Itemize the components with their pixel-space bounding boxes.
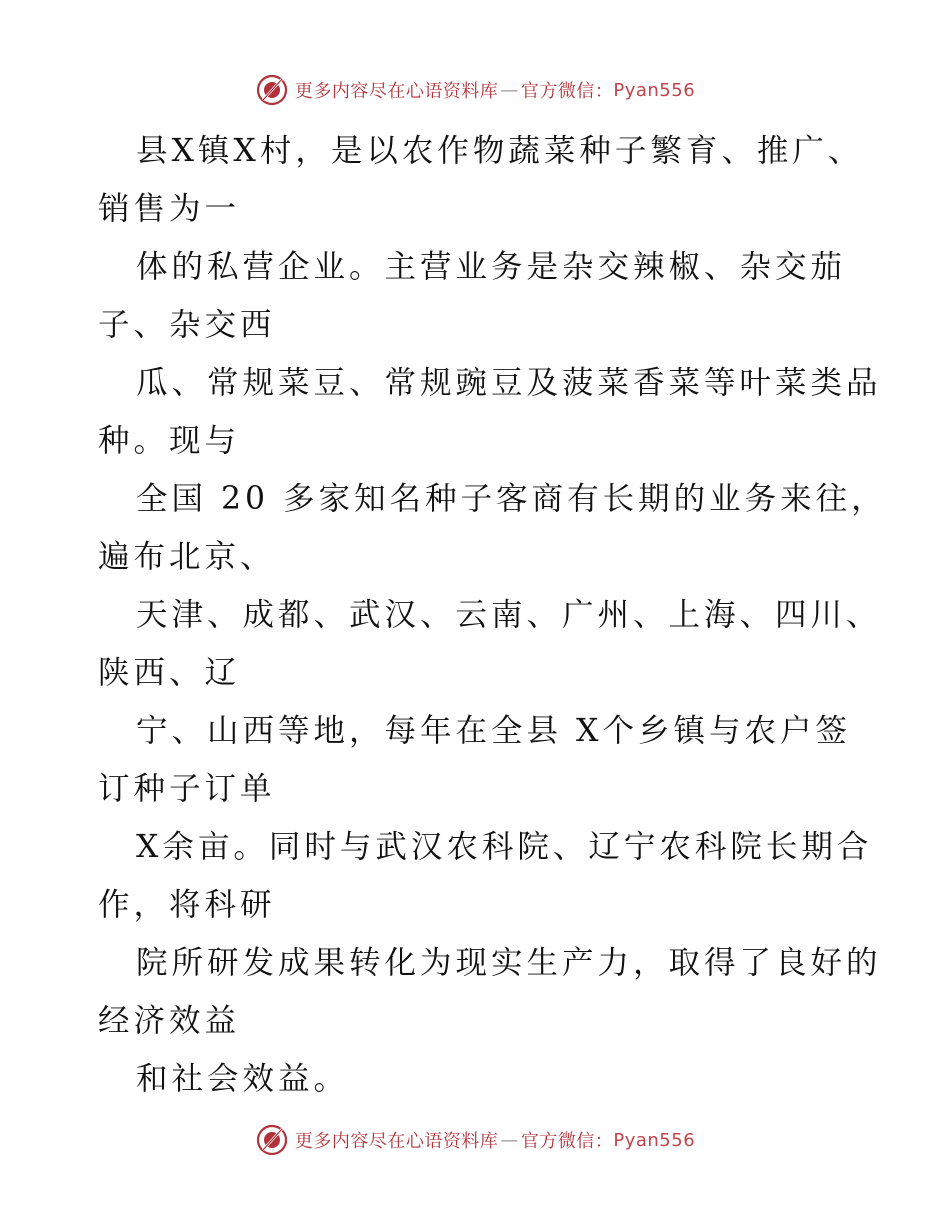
banner-separator: —	[500, 79, 519, 101]
paragraph-line: 全国 20 多家知名种子客商有长期的业务来往，	[136, 481, 887, 517]
paragraph-line: X余亩。同时与武汉农科院、辽宁农科院长期合	[136, 829, 873, 865]
banner-wechat-label: 官方微信：	[520, 1131, 614, 1152]
paragraph-line: 销售为一	[98, 191, 241, 227]
seal-pen-icon	[255, 73, 289, 107]
seal-pen-icon	[255, 1123, 289, 1157]
paragraph-line: 院所研发成果转化为现实生产力，取得了良好的	[136, 945, 882, 981]
paragraph-line: 县X镇X村，是以农作物蔬菜种子繁育、推广、	[136, 133, 864, 169]
paragraph-line: 瓜、常规菜豆、常规豌豆及菠菜香菜等叶菜类品	[136, 365, 882, 401]
paragraph-line: 体的私营企业。主营业务是杂交辣椒、杂交茄	[136, 249, 847, 285]
paragraph-line: 子、杂交西	[98, 307, 276, 343]
paragraph-line: 陕西、辽	[98, 655, 241, 691]
paragraph-line: 经济效益	[98, 1003, 241, 1039]
paragraph-line: 遍布北京、	[98, 539, 276, 575]
banner-wechat-label: 官方微信：	[520, 81, 614, 102]
footer-watermark-banner	[0, 1120, 950, 1160]
banner-wechat-account: Pyan556	[613, 1129, 696, 1151]
banner-wechat-account: Pyan556	[613, 79, 696, 101]
paragraph-line: 作，将科研	[98, 887, 276, 923]
banner-brand-text: 更多内容尽在心语资料库	[294, 1131, 499, 1152]
document-body	[98, 122, 887, 1108]
banner-brand-text: 更多内容尽在心语资料库	[294, 81, 499, 102]
paragraph-line: 种。现与	[98, 423, 241, 459]
header-watermark-banner	[0, 70, 950, 110]
paragraph-line: 宁、山西等地，每年在全县 X个乡镇与农户签	[136, 713, 851, 749]
paragraph-line: 天津、成都、武汉、云南、广州、上海、四川、	[136, 597, 882, 633]
banner-separator: —	[500, 1129, 519, 1151]
paragraph-line: 订种子订单	[98, 771, 276, 807]
paragraph-line: 和社会效益。	[136, 1061, 350, 1097]
